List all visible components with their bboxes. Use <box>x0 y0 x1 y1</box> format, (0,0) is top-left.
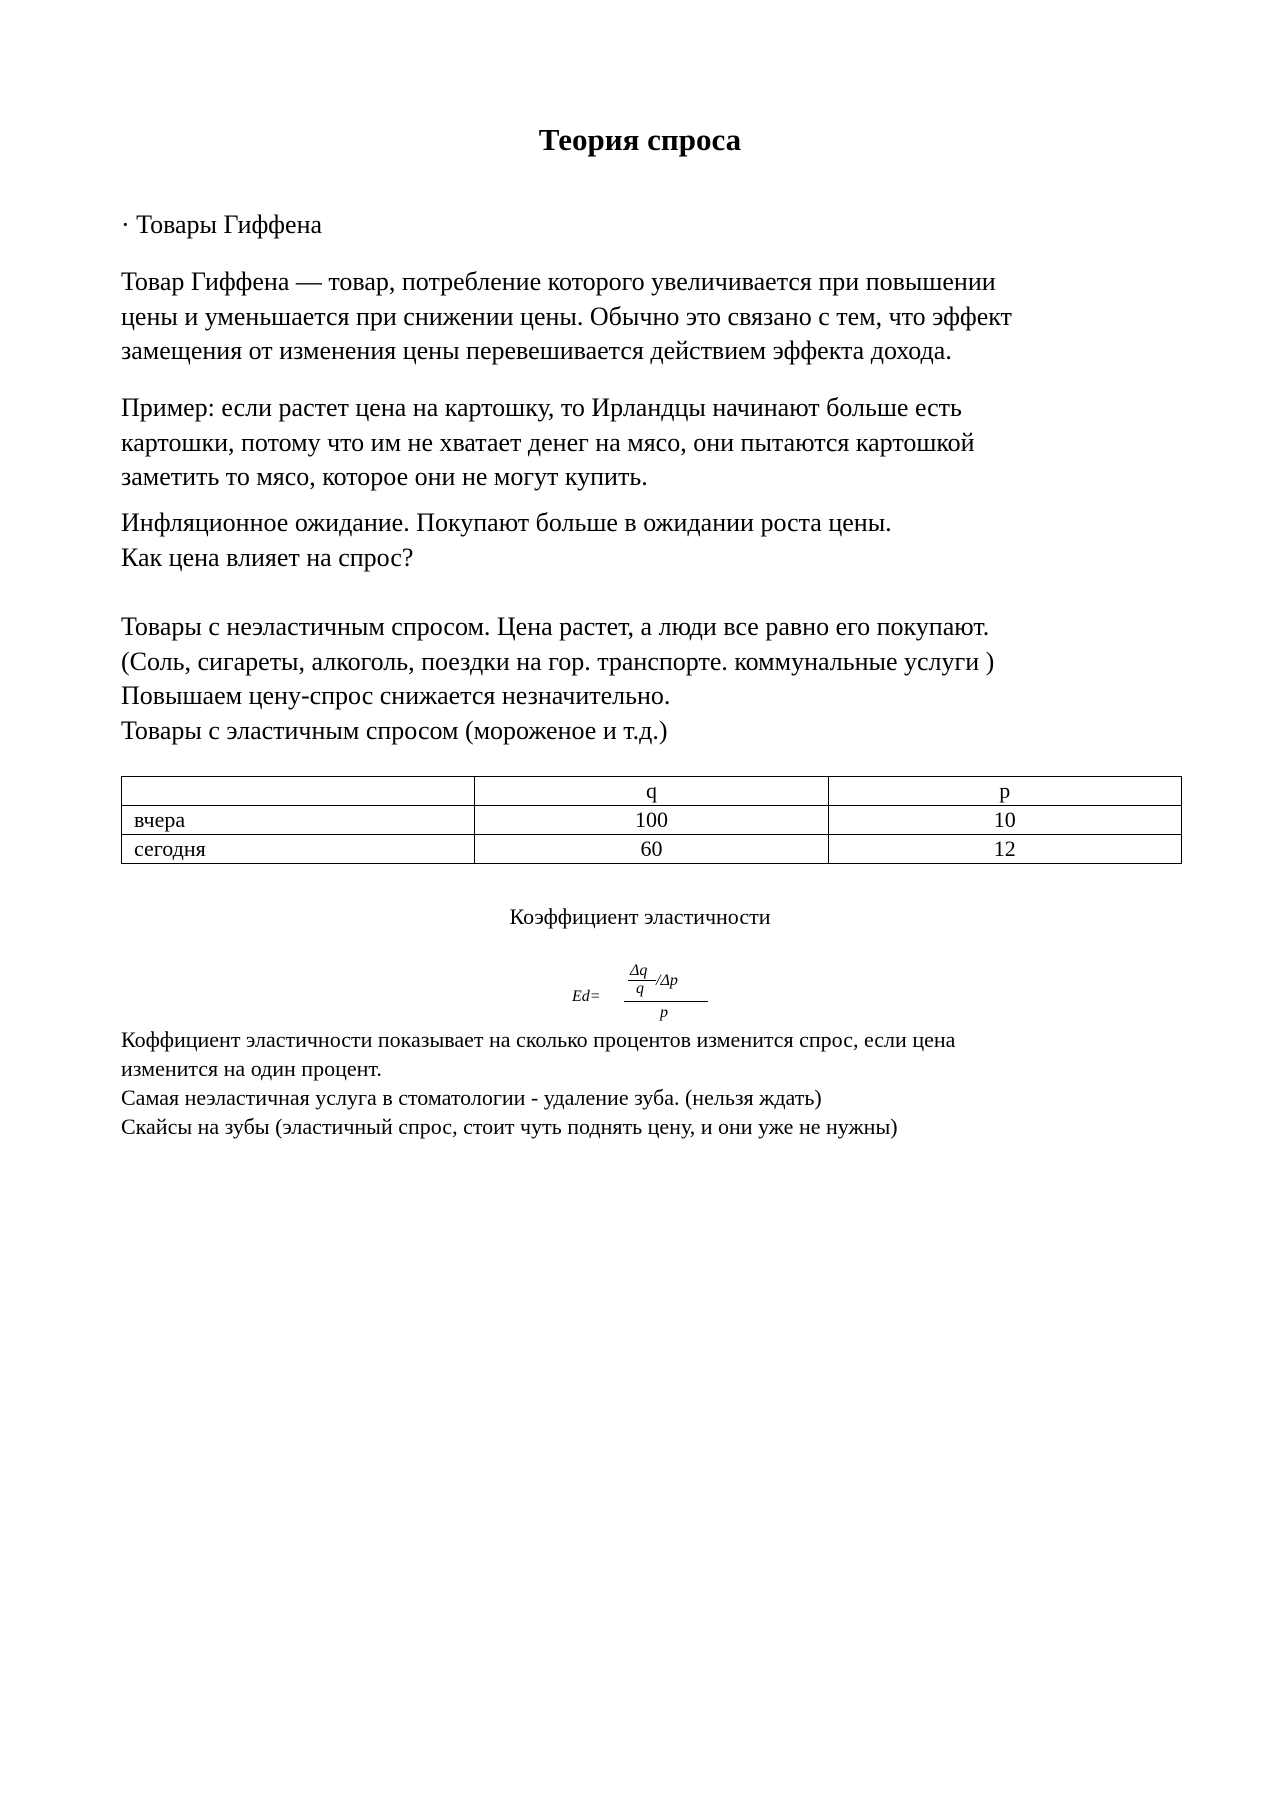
formula-lhs: Ed= <box>572 988 601 1005</box>
note-line: Самая неэластичная услуга в стоматологии - удаление зуба. (нельзя ждать) <box>121 1085 822 1110</box>
paragraph-line: Повышаем цену-спрос снижается незначительно. <box>121 681 671 710</box>
bullet-heading <box>121 208 1181 243</box>
table-row <box>122 835 1182 864</box>
table-cell: p <box>828 777 1181 806</box>
paragraph-line: Инфляционное ожидание. Покупают больше в ожидании роста цены. <box>121 508 892 537</box>
demand-table <box>121 776 1182 864</box>
paragraph-line: замещения от изменения цены перевешивается действием эффекта дохода. <box>121 336 952 365</box>
formula-inner-numerator: Δq <box>630 962 648 979</box>
elasticity-formula <box>572 958 722 1028</box>
formula-inner-denominator: q <box>636 980 644 997</box>
note-line: Скайсы на зубы (эластичный спрос, стоит чуть поднять цену, и они уже не нужны) <box>121 1114 898 1139</box>
paragraph-line: картошки, потому что им не хватает денег на мясо, они пытаются картошкой <box>121 427 975 457</box>
paragraph-line: Пример: если растет цена на картошку, то Ирландцы начинают больше есть <box>121 393 962 422</box>
table-cell: 10 <box>828 806 1181 835</box>
paragraph-giffen-definition <box>121 265 1181 369</box>
formula-outer-fraction-bar <box>624 1001 708 1002</box>
bullet-heading-text: · Товары Гиффена <box>121 210 323 239</box>
paragraph-line: Товар Гиффена — товар, потребление которого увеличивается при повышении <box>121 267 996 296</box>
table-cell: сегодня <box>122 835 475 864</box>
paragraph-example <box>121 391 1181 495</box>
elasticity-notes <box>121 1025 1181 1141</box>
paragraph-line: Товары с эластичным спросом (мороженое и т.д.) <box>121 715 668 745</box>
note-line: Коффициент эластичности показывает на сколько процентов изменится спрос, если цена <box>121 1027 956 1052</box>
formula-slash-term: /Δp <box>656 972 678 989</box>
table-cell: q <box>475 777 828 806</box>
table-cell <box>122 777 475 806</box>
paragraph-line: Товары с неэластичным спросом. Цена растет, а люди все равно его покупают. <box>121 612 990 641</box>
formula-outer-denominator: p <box>660 1004 668 1021</box>
note-line: изменится на один процент. <box>121 1056 382 1081</box>
formula-caption: Коэффициент эластичности <box>509 904 771 929</box>
paragraph-line: (Соль, сигареты, алкоголь, поездки на гор. транспорте. коммунальные услуги ) <box>121 646 995 676</box>
page-title: Теория спроса <box>538 122 742 157</box>
table-cell: вчера <box>122 806 475 835</box>
table-header-row <box>122 777 1182 806</box>
table-row <box>122 806 1182 835</box>
table-cell: 12 <box>828 835 1181 864</box>
paragraph-inflation <box>121 506 1181 575</box>
table-cell: 100 <box>475 806 828 835</box>
paragraph-inelastic <box>121 610 1181 748</box>
paragraph-line: цены и уменьшается при снижении цены. Обычно это связано с тем, что эффект <box>121 301 1012 331</box>
paragraph-line: заметить то мясо, которое они не могут купить. <box>121 462 648 491</box>
table-cell: 60 <box>475 835 828 864</box>
paragraph-line: Как цена влияет на спрос? <box>121 542 414 572</box>
